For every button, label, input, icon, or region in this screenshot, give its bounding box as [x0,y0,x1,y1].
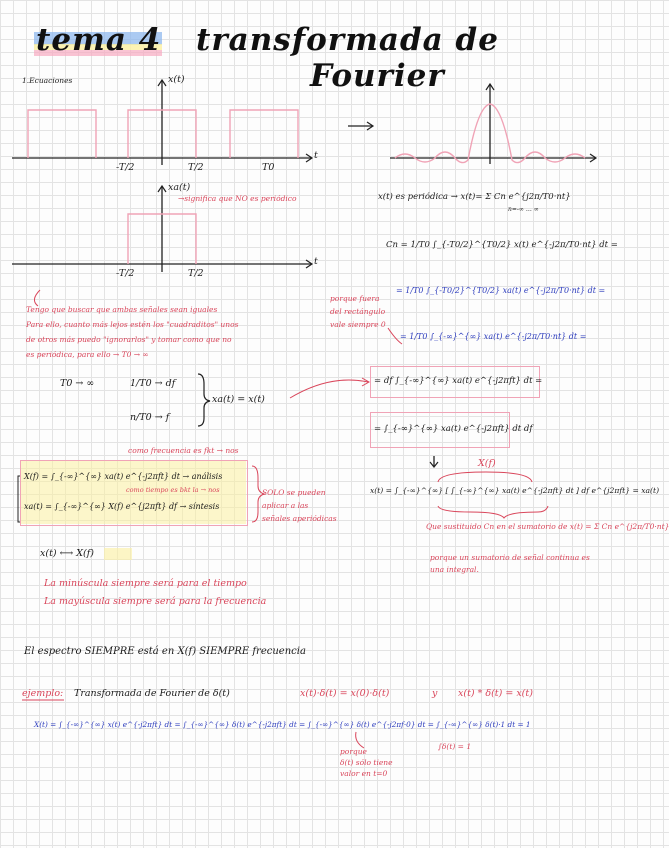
eq-a: = 1/T0 ∫_{-T0/2}^{T0/2} xa(t) e^{-j2π/T0·nt} dt = [396,286,606,295]
example-note-line: δ(t) sólo tiene [340,758,393,767]
note-freq: como frecuencia es fkt → nos [128,446,239,455]
title-part2: transformada de [196,22,499,58]
note-fuera: porque fuera del rectángulo vale siempre 0 [330,294,386,329]
rule-time: La minúscula siempre será para el tiempo [44,578,247,589]
periodic-eq: x(t) es periódica → x(t)= Σ Cn e^{j2π/T0·nt} [378,192,571,202]
graph2-ylabel: xa(t) [168,182,191,193]
title-part3: Fourier [310,58,445,94]
note-cn: Que sustituido Cn en el sumatorio de x(t) = Σ Cn e^{j2π/T0·nt} [426,522,669,531]
example-note [340,746,393,779]
eq-d: = ∫_{-∞}^{∞} xa(t) e^{-j2πft} dt df [374,424,533,434]
graph1-ylabel: x(t) [168,74,185,85]
limit-equal: xa(t) = x(t) [212,394,265,405]
example-and: y [432,688,438,699]
graph2-tick-neg: -T/2 [116,268,135,279]
solo-note [262,486,337,525]
example-note-line: porque [340,747,367,756]
eq-final: x(t) = ∫_{-∞}^{∞} [ ∫_{-∞}^{∞} xa(t) e^{-j2πft} dt ] df e^{j2πft} = xa(t) [370,486,660,495]
eq-xa-label: X(f) [478,458,496,469]
cn-eq: Cn = 1/T0 ∫_{-T0/2}^{T0/2} x(t) e^{-j2π/T0·nt} dt = [386,240,618,250]
graph2-note: →significa que NO es periódico [178,194,297,203]
graph2-xlabel: t [314,256,318,267]
limit-f: n/T0 → f [130,412,170,423]
analysis-eq: X(f) = ∫_{-∞}^{∞} xa(t) e^{-j2πft} dt → análisis [24,472,223,481]
graph2-tick-pos: T/2 [188,268,204,279]
limit-df: 1/T0 → df [130,378,176,389]
section-heading: 1.Ecuaciones [22,76,73,85]
note-left-line: es periódica, para ello → T0 → ∞ [26,350,149,359]
pair-highlight [104,548,132,560]
example-equation: X(t) = ∫_{-∞}^{∞} x(t) e^{-j2πft} dt = ∫_{-∞}^{∞} δ(t) e^{-j2πft} dt = ∫_{-∞}^{∞} δ(t) e^{-j2πf·0} dt = ∫_{-∞}^{∞} δ(t)·1 dt = 1 [34,720,531,729]
note-cn2: porque un sumatorio de señal continua es una integral. [430,553,590,574]
title-part1: tema 4 [36,22,162,58]
example-label: ejemplo: [22,688,64,699]
graph1-xlabel: t [314,150,318,161]
example-title: Transformada de Fourier de δ(t) [74,688,230,699]
example-property1: x(t)·δ(t) = x(0)·δ(t) [300,688,390,699]
note-left-line: Tengo que buscar que ambas señales sean iguales [26,305,218,314]
synthesis-eq: xa(t) = ∫_{-∞}^{∞} X(f) e^{j2πft} df → síntesis [24,502,220,511]
solo-note-line: señales aperiódicas [262,514,337,523]
note-tiempo: como tiempo es bkt la → nos [126,486,220,494]
eq-b: = 1/T0 ∫_{-∞}^{∞} xa(t) e^{-j2π/T0·nt} dt = [400,332,587,341]
limit-t0: T0 → ∞ [60,378,95,389]
solo-note-line: SOLO se pueden [262,488,326,497]
rule-frequency: La mayúscula siempre será para la frecuencia [44,596,267,607]
note-left [26,302,238,362]
example-note2: ∫δ(t) = 1 [438,742,472,751]
example-note-line: valor en t=0 [340,769,388,778]
note-left-line: de otros más puedo "ignorarlos" y tomar como que no [26,335,232,344]
pair: x(t) ⟷ X(f) [40,548,94,559]
eq-c: = df ∫_{-∞}^{∞} xa(t) e^{-j2πft} dt = [374,376,543,386]
graph1-tick-neg: -T/2 [116,162,135,173]
example-property2: x(t) * δ(t) = x(t) [458,688,533,699]
graph1-tick-pos: T/2 [188,162,204,173]
periodic-sum: n=-∞ … ∞ [508,206,539,213]
graph1-tick-t0: T0 [262,162,275,173]
solo-note-line: aplicar a las [262,501,309,510]
note-left-line: Para ello, cuanto más lejos estén los "cuadraditos" unos [26,320,239,329]
spectrum-statement: El espectro SIEMPRE está en X(f) SIEMPRE frecuencia [24,646,306,657]
